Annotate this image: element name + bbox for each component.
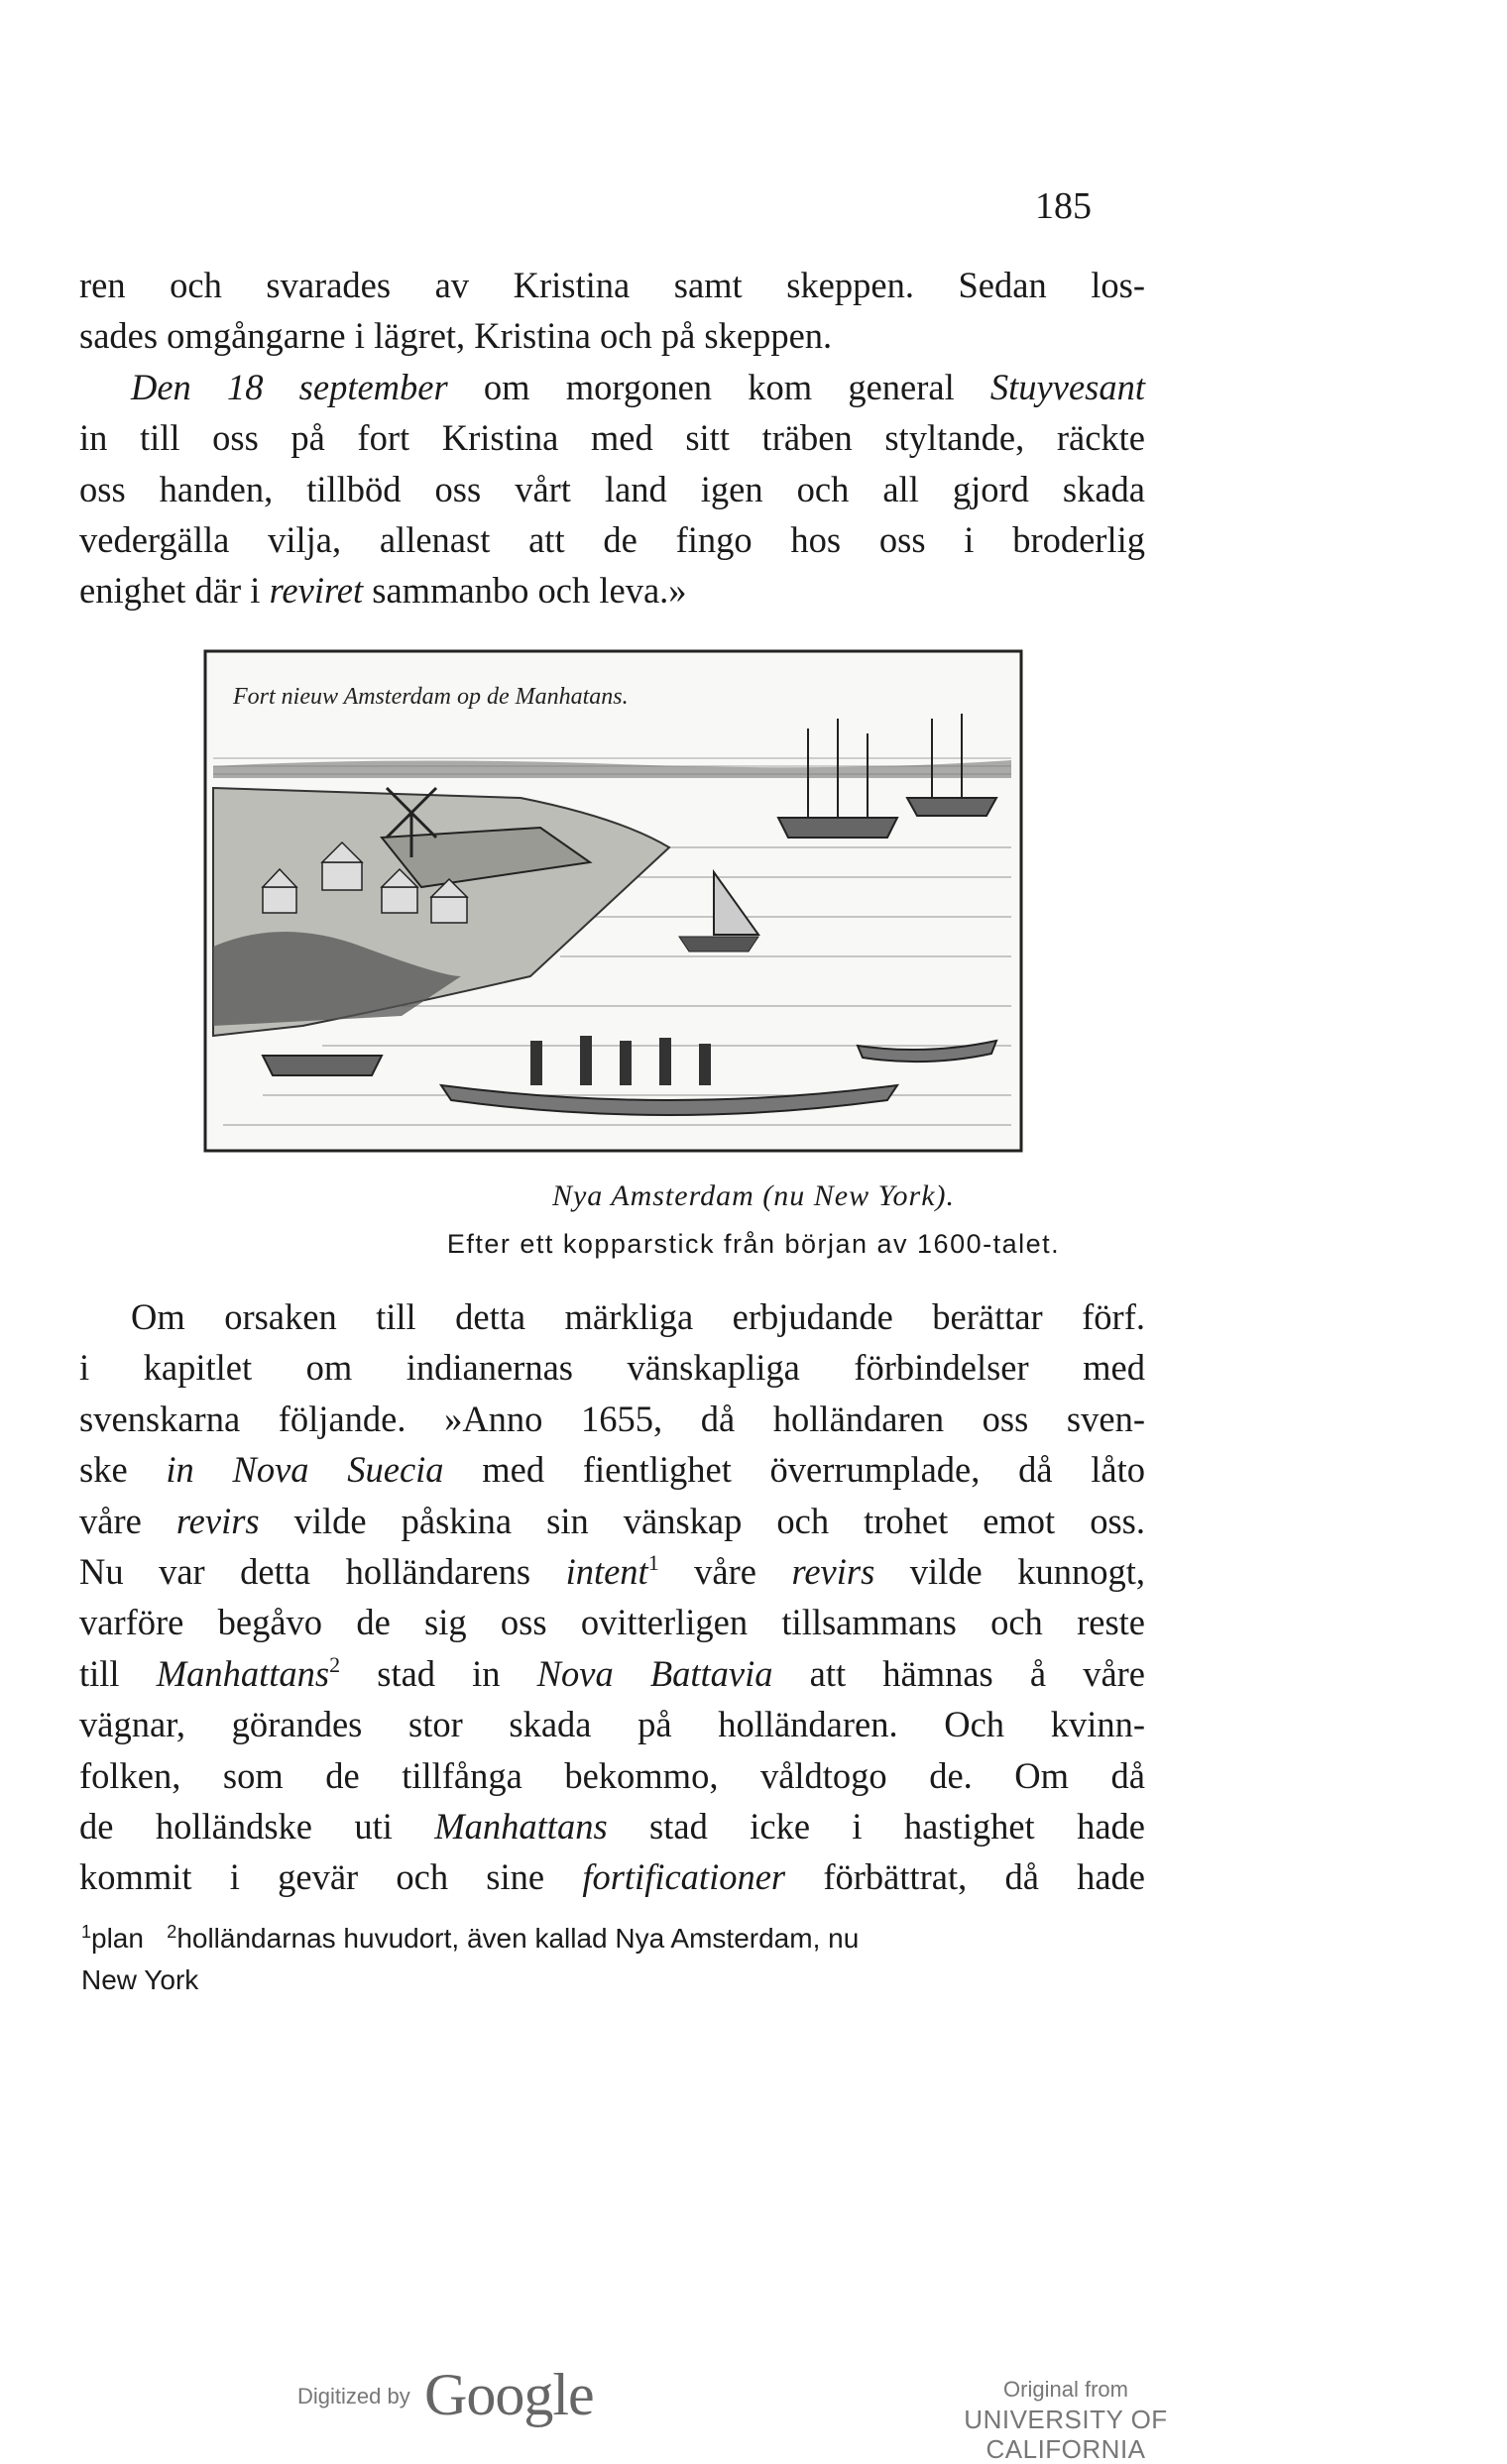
text-span: om morgonen kom general	[447, 366, 990, 407]
text-span: vilde kunnogt,	[874, 1551, 1146, 1593]
italic-word: revirs	[175, 1500, 260, 1541]
text-line: oss handen, tillböd oss vårt land igen och all gjord skada	[79, 468, 1145, 509]
italic-date: Den 18 september	[131, 366, 448, 407]
text-span: Nu var detta holländarens	[79, 1551, 566, 1593]
text-line	[79, 1444, 1145, 1495]
text-line: vedergälla vilja, allenast att de fingo hos oss i broderlig	[79, 519, 1145, 561]
text-line: sades omgångarne i lägret, Kristina och på skeppen.	[79, 315, 833, 357]
google-logo: Google	[424, 2362, 594, 2427]
text-line: Om orsaken till detta märkliga erbjudande berättar förf.	[131, 1296, 1145, 1337]
footnote-text: holländarnas huvudort, även kallad Nya Amsterdam, nu	[176, 1923, 860, 1954]
italic-name: Stuyvesant	[989, 366, 1145, 407]
engraved-title: Fort nieuw Amsterdam op de Manhatans.	[233, 684, 629, 710]
text-span: förbättrat, då hade	[785, 1856, 1146, 1898]
text-line: in till oss på fort Kristina med sitt träben styltande, räckte	[79, 417, 1145, 459]
engraving-illustration	[203, 649, 1023, 1153]
footnote-mark: 1	[647, 1550, 659, 1576]
digitized-by-label: Digitized by	[297, 2384, 410, 2408]
italic-phrase: Nova Battavia	[536, 1652, 773, 1694]
footnote-number: 2	[167, 1922, 177, 1942]
text-line: i kapitlet om indianernas vänskapliga förbindelser med	[79, 1347, 1145, 1389]
text-line	[79, 1496, 1145, 1546]
text-span: stad icke i hastighet hade	[607, 1806, 1145, 1848]
page-number: 185	[1035, 185, 1092, 227]
text-span: stad in	[340, 1652, 537, 1694]
footnote-mark: 2	[329, 1651, 341, 1677]
footnotes	[81, 1918, 1144, 2001]
italic-phrase: in Nova Suecia	[166, 1449, 444, 1491]
text-line: folken, som de tillfånga bekommo, våldtogo de. Om då	[79, 1754, 1145, 1796]
institution-name: UNIVERSITY OF CALIFORNIA	[964, 2405, 1168, 2464]
text-line: ren och svarades av Kristina samt skeppen. Sedan los-	[79, 265, 1145, 305]
italic-word: fortificationer	[582, 1856, 786, 1898]
text-span: ske	[79, 1449, 167, 1491]
footnote-continuation: New York	[81, 1964, 199, 1995]
text-span: våre	[79, 1500, 176, 1541]
figure-caption-source: Efter ett kopparstick från början av 1600-talet.	[446, 1229, 1061, 1259]
italic-word: Manhattans	[156, 1652, 330, 1694]
footnote-number: 1	[81, 1922, 92, 1942]
text-line	[79, 362, 1145, 412]
text-line	[79, 1648, 1145, 1699]
text-line: varföre begåvo de sig oss ovitterligen tillsammans och reste	[79, 1602, 1145, 1643]
text-span: enighet där i	[79, 570, 270, 612]
body-text-top	[79, 260, 1145, 616]
italic-word: intent	[565, 1551, 648, 1593]
text-line: vägnar, görandes stor skada på holländaren. Och kvinn-	[79, 1704, 1145, 1745]
italic-word: reviret	[269, 570, 364, 612]
italic-word: revirs	[791, 1551, 875, 1593]
text-span: att hämnas å våre	[772, 1652, 1145, 1694]
footnote-text: plan	[91, 1923, 144, 1954]
text-span: de holländske uti	[79, 1806, 435, 1848]
italic-word: Manhattans	[434, 1806, 608, 1848]
text-line	[79, 1851, 1145, 1902]
text-span: med fientlighet överrumplade, då låto	[443, 1449, 1145, 1491]
text-line	[79, 1546, 1145, 1597]
engraving-image	[203, 649, 1023, 1153]
text-span: vilde påskina sin vänskap och trohet emot oss.	[259, 1500, 1145, 1541]
text-span: våre	[658, 1551, 792, 1593]
body-text-main	[79, 1291, 1145, 1903]
original-from-label: Original from	[1003, 2377, 1128, 2402]
figure-caption-title: Nya Amsterdam (nu New York).	[551, 1179, 956, 1212]
text-span: kommit i gevär och sine	[79, 1856, 583, 1898]
footnote-line	[81, 1918, 1144, 1960]
origin-notice	[887, 2375, 1244, 2464]
text-line	[79, 565, 1145, 616]
text-span: sammanbo och leva.»	[363, 570, 687, 612]
text-span: till	[79, 1652, 157, 1694]
text-line: svenskarna följande. »Anno 1655, då holländaren oss sven-	[79, 1398, 1145, 1439]
text-line	[79, 1801, 1145, 1851]
